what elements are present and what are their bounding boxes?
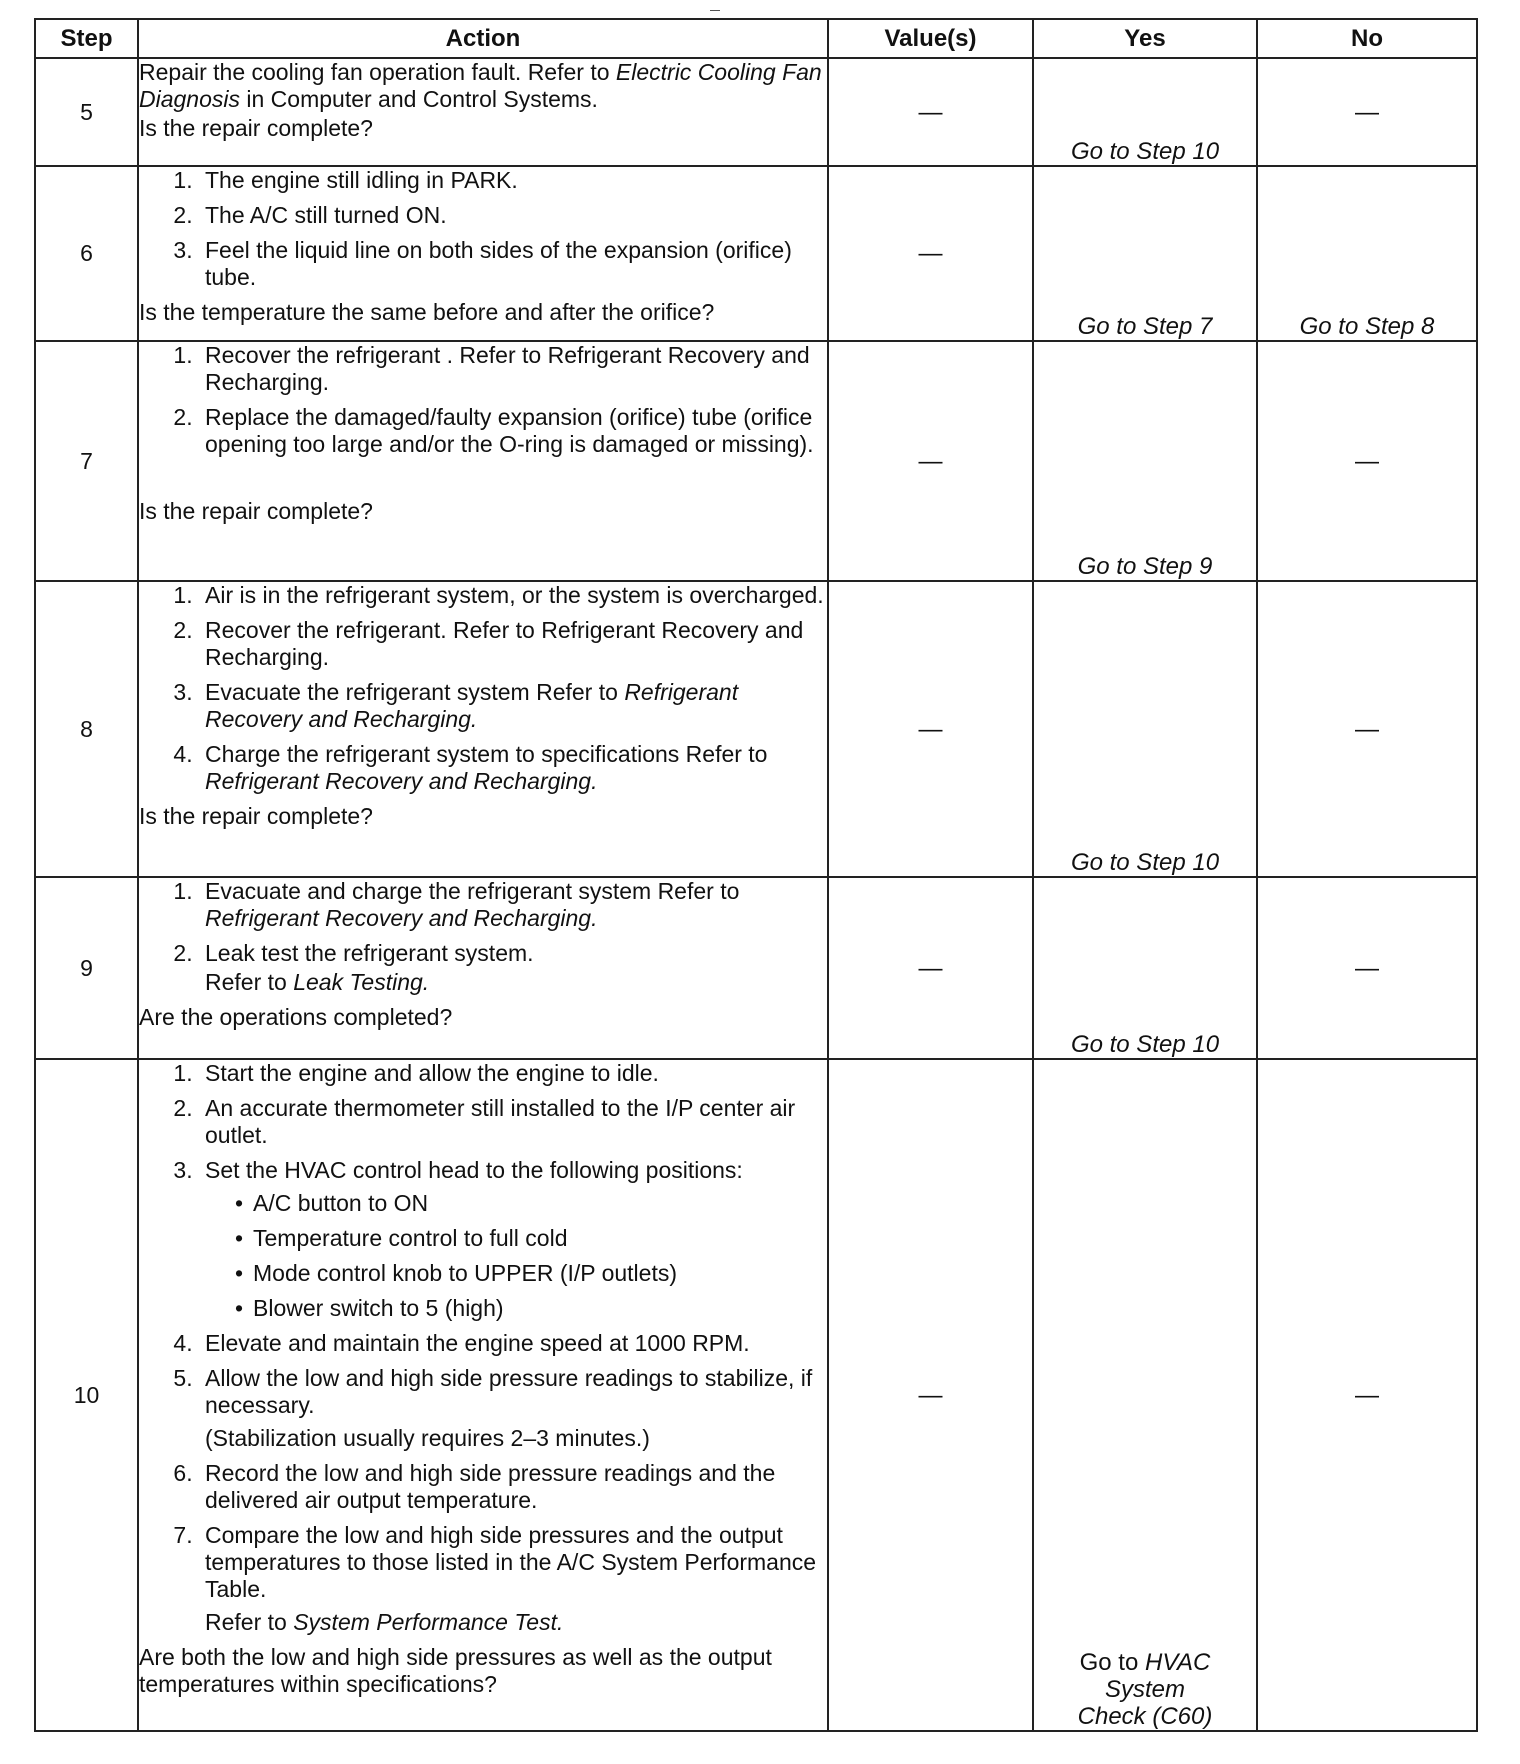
list-item: 4. Charge the refrigerant system to specifications Refer to Refrigerant Recovery and Recharging. [199, 741, 827, 795]
list-item: 2. The A/C still turned ON. [199, 202, 827, 229]
yes-goto: Go to Step 10 [1070, 849, 1220, 876]
table-row [35, 58, 1477, 166]
action-question: Is the repair complete? [139, 498, 373, 524]
scan-mark [710, 10, 720, 11]
action-question: Is the repair complete? [139, 115, 373, 141]
step-number: 6 [35, 166, 138, 341]
list-item: 4. Elevate and maintain the engine speed at 1000 RPM. [199, 1330, 827, 1357]
yes-cell [1033, 166, 1257, 341]
no-cell: — [1257, 341, 1477, 581]
table-row [35, 341, 1477, 581]
step-number: 7 [35, 341, 138, 581]
list-item: 6. Record the low and high side pressure readings and the delivered air output temperature. [199, 1460, 827, 1514]
reference-line: Refer to System Performance Test. [205, 1609, 564, 1635]
table-row [35, 877, 1477, 1059]
diagnostic-table [34, 18, 1478, 1732]
action-intro: Repair the cooling fan operation fault. Refer to Electric Cooling Fan Diagnosis in Computer and Control Systems. [139, 59, 822, 112]
reference-line: Refer to Leak Testing. [205, 969, 430, 995]
action-question: Are the operations completed? [139, 1004, 453, 1030]
step-number: 9 [35, 877, 138, 1059]
action-cell [138, 1059, 828, 1731]
value-cell: — [828, 581, 1033, 877]
yes-goto: Go to Step 10 [1070, 1031, 1220, 1058]
no-cell: — [1257, 581, 1477, 877]
list-item: 1. The engine still idling in PARK. [199, 167, 827, 194]
list-item: 1. Start the engine and allow the engine to idle. [199, 1060, 827, 1087]
yes-cell [1033, 58, 1257, 166]
list-item: 1. Recover the refrigerant . Refer to Refrigerant Recovery and Recharging. [199, 342, 827, 396]
header-step: Step [35, 19, 138, 58]
value-cell: — [828, 58, 1033, 166]
yes-goto: Go to Step 9 [1077, 553, 1213, 580]
step-number: 5 [35, 58, 138, 166]
action-cell [138, 581, 828, 877]
yes-cell [1033, 581, 1257, 877]
bullet-item: • A/C button to ON [229, 1190, 827, 1217]
header-yes: Yes [1033, 19, 1257, 58]
list-item: 2. Recover the refrigerant. Refer to Refrigerant Recovery and Recharging. [199, 617, 827, 671]
step-number: 10 [35, 1059, 138, 1731]
no-cell: — [1257, 1059, 1477, 1731]
no-cell [1257, 166, 1477, 341]
no-cell: — [1257, 58, 1477, 166]
list-item: 1. Air is in the refrigerant system, or the system is overcharged. [199, 582, 827, 609]
yes-goto-line: Check (C60) [1077, 1703, 1213, 1730]
action-list [139, 1060, 827, 1636]
list-item: 5. Allow the low and high side pressure readings to stabilize, if necessary. (Stabilization usually requires 2–3 minutes.) [199, 1365, 827, 1452]
list-item: 3. Feel the liquid line on both sides of the expansion (orifice) tube. [199, 237, 827, 291]
bullet-list [205, 1190, 827, 1322]
action-question: Is the repair complete? [139, 803, 373, 829]
list-item: 1. Evacuate and charge the refrigerant system Refer to Refrigerant Recovery and Recharging. [199, 878, 827, 932]
reference-link: Refrigerant Recovery and Recharging. [205, 905, 598, 931]
reference-link: Leak Testing. [293, 969, 430, 995]
bullet-item: • Mode control knob to UPPER (I/P outlets) [229, 1260, 827, 1287]
table-row [35, 581, 1477, 877]
header-values: Value(s) [828, 19, 1033, 58]
header-row [35, 19, 1477, 58]
list-item: 3. Set the HVAC control head to the following positions: • A/C button to ON • Temperature control to full cold • Mode control knob to UPPER (I/P outlets) • Blower switch to 5 (high) [199, 1157, 827, 1322]
action-cell [138, 166, 828, 341]
action-question: Are both the low and high side pressures as well as the output temperatures within specifications? [139, 1644, 772, 1697]
yes-goto-line: System [1104, 1676, 1185, 1703]
action-cell [138, 58, 828, 166]
action-list [139, 582, 827, 795]
list-item: 2. Leak test the refrigerant system. Refer to Leak Testing. [199, 940, 827, 996]
action-question: Is the temperature the same before and after the orifice? [139, 299, 715, 325]
table-row [35, 166, 1477, 341]
value-cell: — [828, 341, 1033, 581]
action-list [139, 167, 827, 291]
action-list [139, 342, 827, 458]
list-item: 3. Evacuate the refrigerant system Refer to Refrigerant Recovery and Recharging. [199, 679, 827, 733]
header-no: No [1257, 19, 1477, 58]
reference-link: Refrigerant Recovery and Recharging. [205, 679, 739, 732]
list-item: 2. Replace the damaged/faulty expansion (orifice) tube (orifice opening too large and/or the O-ring is damaged or missing). [199, 404, 827, 458]
reference-link: Electric Cooling Fan Diagnosis [139, 59, 822, 112]
no-cell: — [1257, 877, 1477, 1059]
step-number: 8 [35, 581, 138, 877]
action-cell [138, 341, 828, 581]
bullet-item: • Blower switch to 5 (high) [229, 1295, 827, 1322]
action-cell [138, 877, 828, 1059]
yes-cell [1033, 877, 1257, 1059]
yes-goto: Go to Step 10 [1070, 138, 1220, 165]
reference-link: System Performance Test. [293, 1609, 564, 1635]
header-action: Action [138, 19, 828, 58]
reference-link: Refrigerant Recovery and Recharging. [205, 768, 598, 794]
value-cell: — [828, 877, 1033, 1059]
list-item: 7. Compare the low and high side pressures and the output temperatures to those listed in the A/C System Performance Table. Refer to System Performance Test. [199, 1522, 827, 1636]
yes-cell [1033, 1059, 1257, 1731]
list-item: 2. An accurate thermometer still installed to the I/P center air outlet. [199, 1095, 827, 1149]
action-list [139, 878, 827, 996]
no-goto: Go to Step 8 [1299, 313, 1435, 340]
yes-goto: Go to Step 7 [1077, 313, 1213, 340]
value-cell: — [828, 1059, 1033, 1731]
value-cell: — [828, 166, 1033, 341]
bullet-item: • Temperature control to full cold [229, 1225, 827, 1252]
table-row [35, 1059, 1477, 1731]
yes-goto: Go to HVAC [1079, 1649, 1211, 1676]
yes-cell [1033, 341, 1257, 581]
note-line: (Stabilization usually requires 2–3 minutes.) [205, 1425, 650, 1451]
